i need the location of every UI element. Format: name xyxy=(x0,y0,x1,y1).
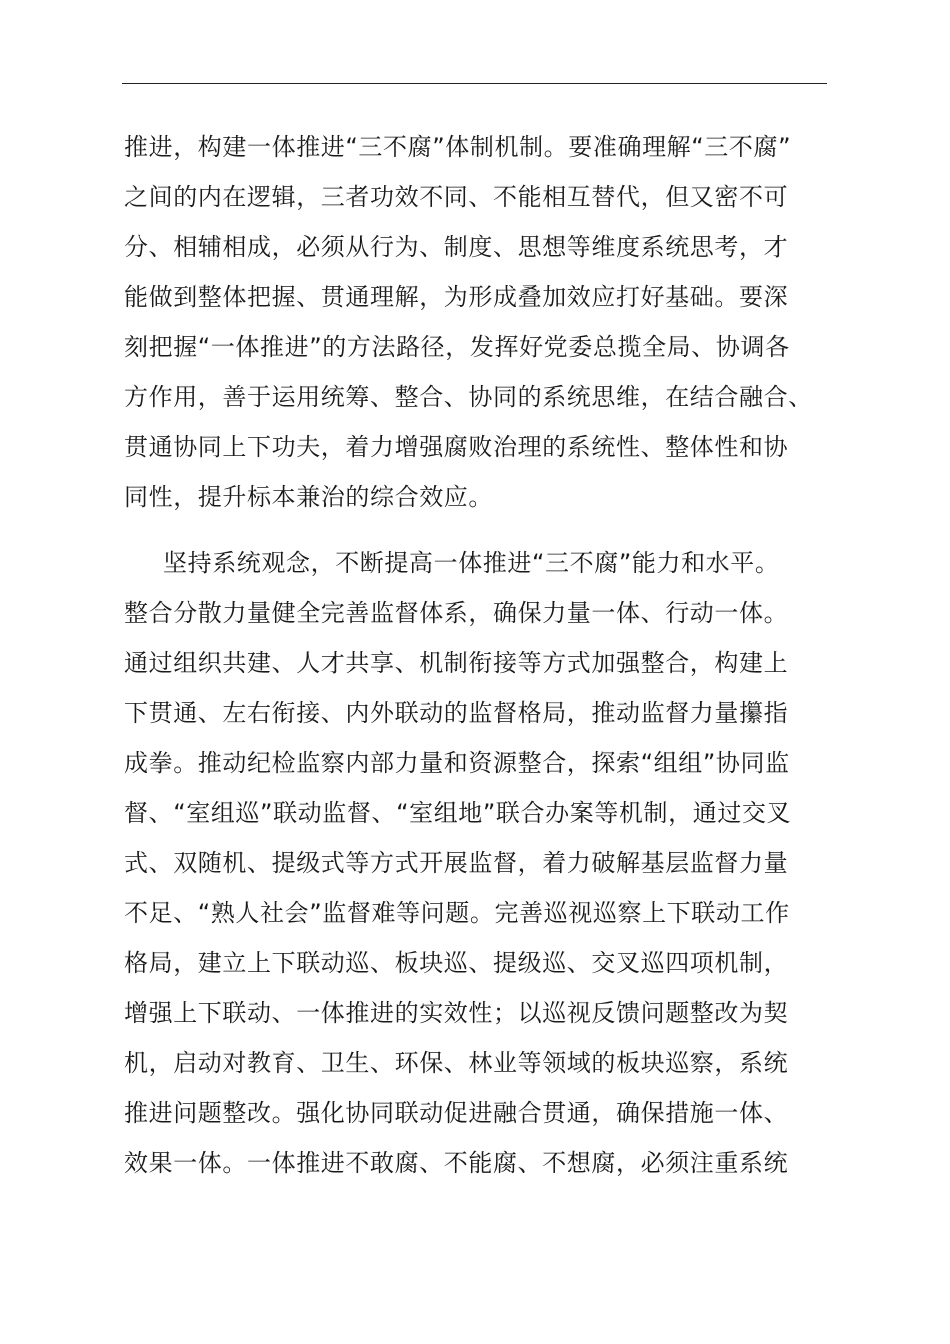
text-line: 效果一体。一体推进不敢腐、不能腐、不想腐，必须注重系统 xyxy=(124,1149,789,1177)
text-line: 下贯通、左右衔接、内外联动的监督格局，推动监督力量攥指 xyxy=(124,699,789,727)
text-line: 能做到整体把握、贯通理解，为形成叠加效应打好基础。要深 xyxy=(124,283,789,311)
text-line: 整合分散力量健全完善监督体系，确保力量一体、行动一体。 xyxy=(124,599,789,627)
text-line: 推进问题整改。强化协同联动促进融合贯通，确保措施一体、 xyxy=(124,1099,789,1127)
text-line: 式、双随机、提级式等方式开展监督，着力破解基层监督力量 xyxy=(124,849,789,877)
text-line: 分、相辅相成，必须从行为、制度、思想等维度系统思考，才 xyxy=(124,233,789,261)
text-line: 通过组织共建、人才共享、机制衔接等方式加强整合，构建上 xyxy=(124,649,789,677)
text-line: 之间的内在逻辑，三者功效不同、不能相互替代，但又密不可 xyxy=(124,183,789,211)
text-line: 成拳。推动纪检监察内部力量和资源整合，探索“组组”协同监 xyxy=(124,749,790,777)
text-line: 增强上下联动、一体推进的实效性；以巡视反馈问题整改为契 xyxy=(124,999,789,1027)
text-line: 方作用，善于运用统筹、整合、协同的系统思维，在结合融合、 xyxy=(124,383,813,411)
text-line: 不足、“熟人社会”监督难等问题。完善巡视巡察上下联动工作 xyxy=(124,899,790,927)
text-line: 推进，构建一体推进“三不腐”体制机制。要准确理解“三不腐” xyxy=(124,133,792,161)
text-line: 机，启动对教育、卫生、环保、林业等领域的板块巡察，系统 xyxy=(124,1049,789,1077)
header-rule xyxy=(122,83,827,84)
text-line: 刻把握“一体推进”的方法路径，发挥好党委总揽全局、协调各 xyxy=(124,333,790,361)
text-line: 同性，提升标本兼治的综合效应。 xyxy=(124,483,493,511)
text-line: 贯通协同上下功夫，着力增强腐败治理的系统性、整体性和协 xyxy=(124,433,789,461)
paragraph-first-line: 坚持系统观念，不断提高一体推进“三不腐”能力和水平。 xyxy=(163,549,780,577)
text-line: 督、“室组巡”联动监督、“室组地”联合办案等机制，通过交叉 xyxy=(124,799,792,827)
text-line: 格局，建立上下联动巡、板块巡、提级巡、交叉巡四项机制， xyxy=(124,949,789,977)
